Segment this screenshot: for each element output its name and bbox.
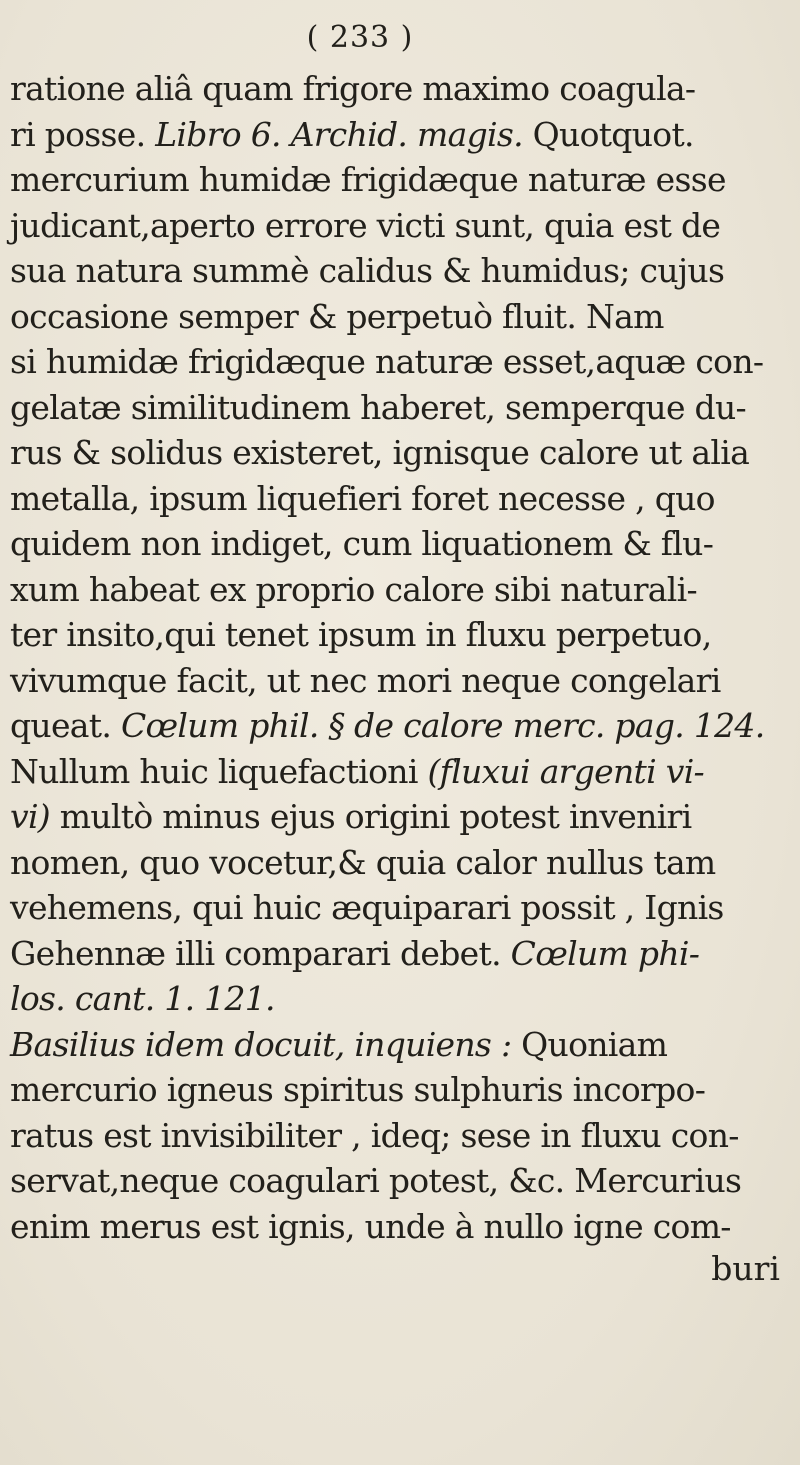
text-line	[10, 339, 794, 385]
text-run: ter insito,qui tenet ipsum in fluxu perpetuo,	[10, 615, 712, 654]
text-line	[10, 476, 794, 522]
text-run: ratus est invisibiliter , ideq; sese in fluxu con-	[10, 1115, 739, 1155]
text-line	[10, 840, 794, 886]
text-line	[10, 1022, 794, 1068]
body-text	[10, 66, 794, 1289]
text-run: vehemens, qui huic æquiparari possit , Ignis	[10, 888, 724, 927]
text-line	[10, 112, 794, 158]
italic-reference: Cœlum phil. § de calore merc. pag. 124.	[120, 706, 765, 745]
text-run: enim merus est ignis, unde à nullo igne com-	[10, 1206, 731, 1246]
text-run: si humidæ frigidæque naturæ esset,aquæ con-	[10, 342, 764, 381]
text-run: xum habeat ex proprio calore sibi naturali-	[10, 569, 697, 609]
catchword: buri	[711, 1249, 780, 1288]
text-line	[10, 1158, 794, 1204]
text-run: judicant,aperto errore victi sunt, quia est de	[10, 205, 721, 245]
italic-reference: vi)	[10, 797, 50, 836]
text-line	[10, 976, 794, 1022]
text-run: queat.	[10, 706, 121, 745]
text-line	[10, 658, 794, 704]
text-run: metalla, ipsum liquefieri foret necesse , quo	[10, 478, 715, 518]
text-run: mercurium humidæ frigidæque naturæ esse	[10, 160, 726, 199]
italic-reference: los. cant. 1. 121.	[10, 979, 275, 1018]
text-line	[10, 1113, 794, 1159]
text-run: servat,neque coagulari potest, &c. Mercurius	[10, 1161, 742, 1200]
text-line	[10, 430, 794, 476]
page-number: ( 233 )	[306, 20, 414, 55]
italic-reference: Basilius idem docuit, inquiens :	[10, 1024, 512, 1064]
text-run: mercurio igneus spiritus sulphuris incorpo-	[10, 1070, 706, 1109]
italic-reference: Libro 6. Archid. magis.	[155, 114, 523, 154]
text-line	[10, 157, 794, 203]
text-run: ratione aliâ quam frigore maximo coagula-	[10, 69, 696, 108]
text-line	[10, 794, 794, 840]
text-line	[10, 521, 794, 567]
text-run: nomen, quo vocetur,& quia calor nullus tam	[10, 842, 716, 882]
text-line	[10, 203, 794, 249]
text-line	[10, 1067, 794, 1113]
text-run: rus & solidus existeret, ignisque calore ut alia	[10, 433, 750, 472]
text-run: occasione semper & perpetuò fluit. Nam	[10, 296, 664, 336]
text-line	[10, 885, 794, 931]
text-line	[10, 612, 794, 658]
text-line	[10, 703, 794, 749]
text-run: Gehennæ illi comparari debet.	[10, 933, 511, 973]
text-run: quidem non indiget, cum liquationem & flu-	[10, 524, 714, 563]
text-run: sua natura summè calidus & humidus; cujus	[10, 251, 725, 290]
text-line	[10, 931, 794, 977]
text-line	[10, 294, 794, 340]
text-run: ri posse.	[10, 114, 156, 154]
text-line	[10, 567, 794, 613]
text-run: multò minus ejus origini potest inveniri	[49, 797, 692, 836]
italic-reference: (fluxui argenti vi-	[427, 751, 704, 791]
text-run: Nullum huic liquefactioni	[10, 751, 428, 791]
text-line	[10, 749, 794, 795]
italic-reference: Cœlum phi-	[510, 933, 700, 973]
text-run: gelatæ similitudinem haberet, semperque du-	[10, 387, 746, 427]
text-line	[10, 385, 794, 431]
text-line	[10, 66, 794, 112]
text-run: vivumque facit, ut nec mori neque congelari	[10, 660, 721, 700]
text-run: Quotquot.	[522, 114, 694, 154]
text-line	[10, 248, 794, 294]
text-line	[10, 1204, 794, 1250]
text-run: Quoniam	[511, 1024, 668, 1064]
